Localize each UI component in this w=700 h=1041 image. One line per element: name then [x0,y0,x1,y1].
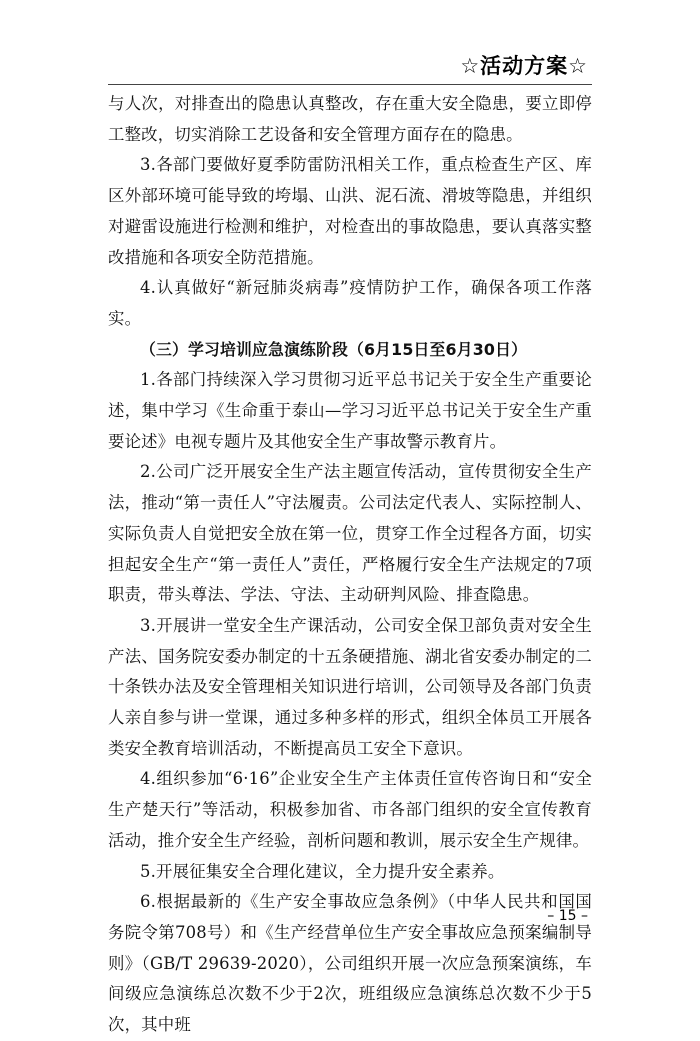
paragraph: 3.各部门要做好夏季防雷防汛相关工作，重点检查生产区、库区外部环境可能导致的垮塌、山洪、泥石流、滑坡等隐患，并组织对避雷设施进行检测和维护，对检查出的事故隐患，要认真落实整改措施和各项安全防范措施。 [108,155,592,267]
paragraph: 2.公司广泛开展安全生产法主题宣传活动，宣传贯彻安全生产法，推动“第一责任人”守法履责。公司法定代表人、实际控制人、实际负责人自觉把安全放在第一位，贯穿工作全过程各方面，切实担起安全生产“第一责任人”责任，严格履行安全生产法规定的7项职责，带头尊法、学法、守法、主动研判风险、排查隐患。 [108,462,592,605]
paragraph: 1.各部门持续深入学习贯彻习近平总书记关于安全生产重要论述，集中学习《生命重于泰山—学习习近平总书记关于安全生产重要论述》电视专题片及其他安全生产事故警示教育片。 [108,370,592,451]
paragraph: 6.根据最新的《生产安全事故应急条例》（中华人民共和国国务院令第708号）和《生产经营单位生产安全事故应急预案编制导则》（GB/T 29639-2020），公司组织开展一次应急预案演练，车间级应急演练总次数不少于2次，班组级应急演练总次数不少于5次，其中班 [108,892,592,1035]
page-number: – 15 – [547,908,588,924]
section-heading: （三）学习培训应急演练阶段（6月15日至6月30日） [140,339,528,359]
paragraph: 与人次，对排查出的隐患认真整改，存在重大安全隐患，要立即停工整改，切实消除工艺设备和安全管理方面存在的隐患。 [108,94,592,144]
paragraph: 3.开展讲一堂安全生产课活动，公司安全保卫部负责对安全生产法、国务院安委办制定的十五条硬措施、湖北省安委办制定的二十条铁办法及安全管理相关知识进行培训，公司领导及各部门负责人亲自参与讲一堂课，通过多种多样的形式，组织全体员工开展各类安全教育培训活动，不断提高员工安全下意识。 [108,615,592,758]
document-body [108,89,592,1041]
header-title: ☆活动方案☆ [460,54,588,78]
paragraph: 5.开展征集安全合理化建议，全力提升安全素养。 [140,861,505,881]
paragraph: 4.认真做好“新冠肺炎病毒”疫情防护工作，确保各项工作落实。 [108,278,592,328]
paragraph: 4.组织参加“6·16”企业安全生产主体责任宣传咨询日和“安全生产楚天行”等活动，积极参加省、市各部门组织的安全宣传教育活动，推介安全生产经验，剖析问题和教训，展示安全生产规律。 [108,769,592,850]
header-divider [108,84,592,85]
